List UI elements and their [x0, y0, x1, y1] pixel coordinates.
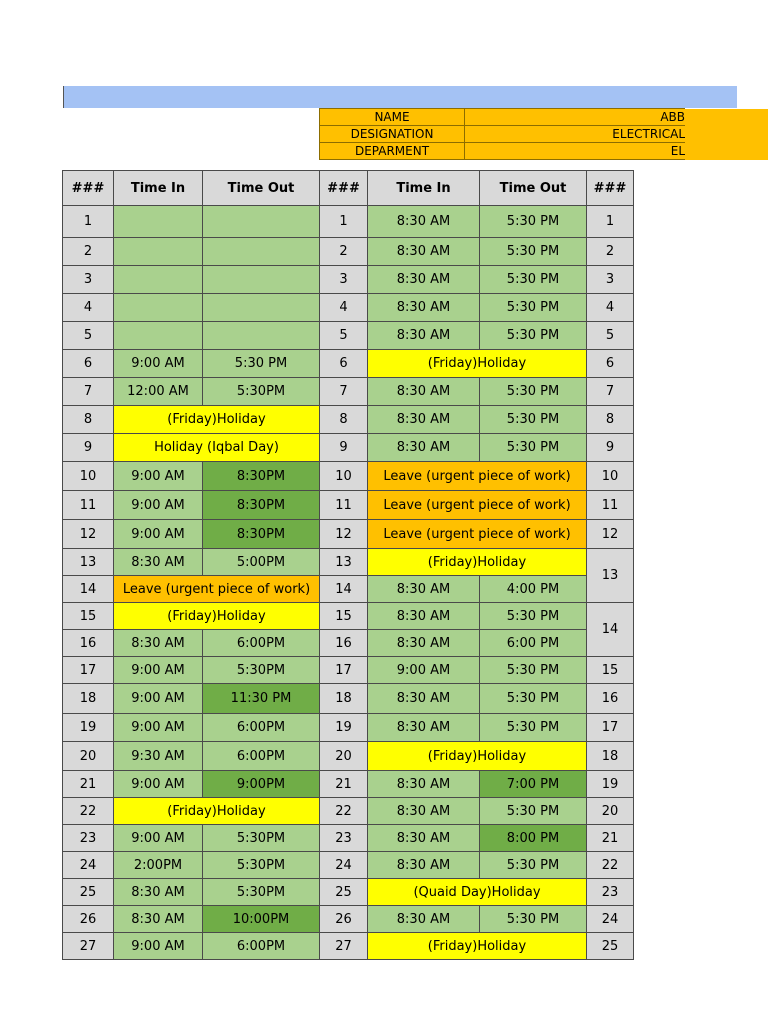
info-value[interactable]: EL — [465, 143, 685, 160]
day-number: 6 — [63, 350, 114, 378]
table-row — [63, 742, 634, 771]
time-in-cell[interactable]: 8:30 AM — [114, 549, 203, 576]
day-number: 8 — [320, 406, 368, 434]
day-number: 9 — [587, 434, 634, 462]
col-header-day: ### — [320, 171, 368, 206]
table-row — [63, 206, 634, 238]
table-row — [63, 630, 634, 657]
table-row — [63, 657, 634, 684]
time-in-cell[interactable]: 8:30 AM — [368, 322, 480, 350]
time-in-cell[interactable]: 8:30 AM — [368, 378, 480, 406]
time-in-cell[interactable] — [114, 294, 203, 322]
day-number: 6 — [320, 350, 368, 378]
time-out-cell[interactable] — [203, 294, 320, 322]
time-in-cell[interactable]: 8:30 AM — [114, 906, 203, 933]
time-in-cell[interactable]: 9:00 AM — [114, 825, 203, 852]
day-number: 6 — [587, 350, 634, 378]
table-row — [63, 491, 634, 520]
time-in-cell[interactable]: 8:30 AM — [368, 825, 480, 852]
table-row — [63, 238, 634, 266]
time-out-cell[interactable]: 5:30 PM — [480, 684, 587, 714]
time-out-cell[interactable]: 6:00PM — [203, 714, 320, 742]
time-out-cell[interactable]: 6:00PM — [203, 630, 320, 657]
time-out-cell[interactable]: 5:30 PM — [480, 852, 587, 879]
time-in-cell[interactable]: 8:30 AM — [368, 798, 480, 825]
day-number: 19 — [587, 771, 634, 798]
time-in-cell[interactable]: 8:30 AM — [368, 684, 480, 714]
time-out-cell[interactable]: 5:30 PM — [480, 322, 587, 350]
time-out-cell[interactable] — [203, 206, 320, 238]
table-row — [63, 576, 634, 603]
day-number: 15 — [320, 603, 368, 630]
time-out-cell[interactable]: 8:00 PM — [480, 825, 587, 852]
day-number: 3 — [63, 266, 114, 294]
time-out-cell[interactable]: 6:00PM — [203, 742, 320, 771]
day-number: 1 — [587, 206, 634, 238]
time-out-cell[interactable]: 10:00PM — [203, 906, 320, 933]
status-cell[interactable]: Leave (urgent piece of work) — [368, 491, 587, 520]
col-header-time-in: Time In — [114, 171, 203, 206]
col-header-day: ### — [587, 171, 634, 206]
status-cell[interactable]: Leave (urgent piece of work) — [368, 462, 587, 491]
day-number: 17 — [320, 657, 368, 684]
day-number: 14 — [320, 576, 368, 603]
info-fill — [685, 126, 767, 143]
day-number: 11 — [587, 491, 634, 520]
time-in-cell[interactable]: 9:00 AM — [114, 771, 203, 798]
day-number: 23 — [587, 879, 634, 906]
day-number: 3 — [320, 266, 368, 294]
info-key: DESIGNATION — [320, 126, 465, 143]
info-value[interactable]: ABB — [465, 109, 685, 126]
day-number: 7 — [320, 378, 368, 406]
status-cell[interactable]: (Friday)Holiday — [114, 798, 320, 825]
time-in-cell[interactable]: 8:30 AM — [368, 576, 480, 603]
day-number: 26 — [63, 906, 114, 933]
table-row — [63, 771, 634, 798]
time-out-cell[interactable]: 5:30PM — [203, 825, 320, 852]
time-in-cell[interactable]: 9:00 AM — [114, 933, 203, 960]
day-number: 20 — [587, 798, 634, 825]
day-number: 25 — [587, 933, 634, 960]
time-out-cell[interactable]: 8:30PM — [203, 520, 320, 549]
status-cell[interactable]: (Friday)Holiday — [368, 933, 587, 960]
day-number: 11 — [320, 491, 368, 520]
table-row — [63, 350, 634, 378]
day-number: 27 — [63, 933, 114, 960]
time-out-cell[interactable]: 5:30 PM — [203, 350, 320, 378]
day-number: 5 — [587, 322, 634, 350]
table-row — [63, 378, 634, 406]
day-number: 2 — [63, 238, 114, 266]
day-number: 15 — [63, 603, 114, 630]
header-row — [63, 171, 634, 206]
status-cell[interactable]: (Friday)Holiday — [114, 406, 320, 434]
table-row — [63, 603, 634, 630]
time-out-cell[interactable]: 9:00PM — [203, 771, 320, 798]
day-number: 24 — [587, 906, 634, 933]
day-number: 26 — [320, 906, 368, 933]
day-number: 9 — [63, 434, 114, 462]
status-cell[interactable]: (Friday)Holiday — [114, 603, 320, 630]
day-number: 22 — [63, 798, 114, 825]
time-out-cell[interactable]: 5:30PM — [203, 852, 320, 879]
time-out-cell[interactable] — [203, 266, 320, 294]
status-cell[interactable]: (Friday)Holiday — [368, 350, 587, 378]
table-row — [63, 852, 634, 879]
day-number: 3 — [587, 266, 634, 294]
info-row-designation — [320, 126, 768, 143]
time-in-cell[interactable]: 9:00 AM — [114, 657, 203, 684]
time-in-cell[interactable]: 8:30 AM — [368, 852, 480, 879]
time-in-cell[interactable]: 9:00 AM — [114, 714, 203, 742]
table-row — [63, 684, 634, 714]
table-row — [63, 266, 634, 294]
time-in-cell[interactable]: 2:00PM — [114, 852, 203, 879]
day-number: 24 — [63, 852, 114, 879]
day-number: 12 — [320, 520, 368, 549]
status-cell[interactable]: Holiday (Iqbal Day) — [114, 434, 320, 462]
day-number: 13 — [320, 549, 368, 576]
table-row — [63, 294, 634, 322]
time-in-cell[interactable]: 8:30 AM — [368, 906, 480, 933]
time-out-cell[interactable]: 5:30 PM — [480, 266, 587, 294]
time-in-cell[interactable]: 9:00 AM — [114, 520, 203, 549]
time-out-cell[interactable] — [203, 322, 320, 350]
day-number: 10 — [320, 462, 368, 491]
day-number: 16 — [63, 630, 114, 657]
day-number: 21 — [320, 771, 368, 798]
time-in-cell[interactable]: 8:30 AM — [368, 238, 480, 266]
status-cell[interactable]: (Friday)Holiday — [368, 549, 587, 576]
time-in-cell[interactable]: 8:30 AM — [368, 434, 480, 462]
table-row — [63, 933, 634, 960]
table-row — [63, 434, 634, 462]
time-in-cell[interactable]: 8:30 AM — [368, 603, 480, 630]
time-in-cell[interactable]: 8:30 AM — [114, 630, 203, 657]
time-in-cell[interactable]: 8:30 AM — [368, 406, 480, 434]
employee-info-table — [319, 108, 768, 160]
day-number: 16 — [587, 684, 634, 714]
day-number: 18 — [63, 684, 114, 714]
table-row — [63, 549, 634, 576]
day-number: 5 — [63, 322, 114, 350]
table-row — [63, 520, 634, 549]
time-in-cell[interactable]: 8:30 AM — [114, 879, 203, 906]
time-out-cell[interactable]: 5:30 PM — [480, 206, 587, 238]
day-number: 5 — [320, 322, 368, 350]
time-out-cell[interactable]: 5:30 PM — [480, 657, 587, 684]
day-number: 8 — [587, 406, 634, 434]
time-in-cell[interactable] — [114, 206, 203, 238]
day-number: 20 — [320, 742, 368, 771]
time-in-cell[interactable]: 8:30 AM — [368, 266, 480, 294]
day-number: 1 — [320, 206, 368, 238]
time-out-cell[interactable]: 5:30 PM — [480, 294, 587, 322]
info-key: DEPARMENT — [320, 143, 465, 160]
day-number: 10 — [587, 462, 634, 491]
day-number: 18 — [320, 684, 368, 714]
col-header-day: ### — [63, 171, 114, 206]
time-in-cell[interactable]: 8:30 AM — [368, 714, 480, 742]
time-out-cell[interactable]: 5:30PM — [203, 879, 320, 906]
day-number: 21 — [63, 771, 114, 798]
day-number: 12 — [63, 520, 114, 549]
time-out-cell[interactable]: 7:00 PM — [480, 771, 587, 798]
col-header-time-out: Time Out — [203, 171, 320, 206]
day-number: 21 — [587, 825, 634, 852]
time-out-cell[interactable]: 11:30 PM — [203, 684, 320, 714]
status-cell[interactable]: (Friday)Holiday — [368, 742, 587, 771]
day-number: 4 — [587, 294, 634, 322]
time-in-cell[interactable]: 8:30 AM — [368, 206, 480, 238]
day-number: 4 — [63, 294, 114, 322]
info-fill — [685, 143, 767, 160]
day-number: 13 — [63, 549, 114, 576]
time-in-cell[interactable]: 9:00 AM — [114, 491, 203, 520]
time-out-cell[interactable]: 5:00PM — [203, 549, 320, 576]
info-value[interactable]: ELECTRICAL — [465, 126, 685, 143]
day-number: 17 — [63, 657, 114, 684]
day-number: 23 — [320, 825, 368, 852]
time-in-cell[interactable]: 9:30 AM — [114, 742, 203, 771]
day-number: 18 — [587, 742, 634, 771]
time-out-cell[interactable]: 8:30PM — [203, 491, 320, 520]
table-row — [63, 406, 634, 434]
time-out-cell[interactable]: 6:00 PM — [480, 630, 587, 657]
day-number: 14 — [63, 576, 114, 603]
time-out-cell[interactable]: 5:30 PM — [480, 906, 587, 933]
time-in-cell[interactable]: 9:00 AM — [114, 350, 203, 378]
day-number: 2 — [320, 238, 368, 266]
table-row — [63, 825, 634, 852]
time-in-cell[interactable] — [114, 266, 203, 294]
day-number: 27 — [320, 933, 368, 960]
time-out-cell[interactable]: 5:30 PM — [480, 378, 587, 406]
day-number: 16 — [320, 630, 368, 657]
info-key: NAME — [320, 109, 465, 126]
time-out-cell[interactable]: 8:30PM — [203, 462, 320, 491]
day-number: 22 — [320, 798, 368, 825]
day-number: 7 — [587, 378, 634, 406]
time-in-cell[interactable] — [114, 238, 203, 266]
day-number: 8 — [63, 406, 114, 434]
day-number: 17 — [587, 714, 634, 742]
day-number: 25 — [320, 879, 368, 906]
day-number: 22 — [587, 852, 634, 879]
day-number: 10 — [63, 462, 114, 491]
day-number: 25 — [63, 879, 114, 906]
day-number: 4 — [320, 294, 368, 322]
time-in-cell[interactable]: 8:30 AM — [368, 630, 480, 657]
time-out-cell[interactable]: 5:30PM — [203, 378, 320, 406]
table-row — [63, 879, 634, 906]
time-in-cell[interactable]: 9:00 AM — [114, 462, 203, 491]
time-in-cell[interactable] — [114, 322, 203, 350]
day-number: 1 — [63, 206, 114, 238]
time-in-cell[interactable]: 9:00 AM — [114, 684, 203, 714]
day-number: 19 — [320, 714, 368, 742]
time-out-cell[interactable]: 4:00 PM — [480, 576, 587, 603]
time-out-cell[interactable]: 5:30PM — [203, 657, 320, 684]
time-out-cell[interactable]: 5:30 PM — [480, 714, 587, 742]
info-row-name — [320, 109, 768, 126]
day-number: 15 — [587, 657, 634, 684]
time-out-cell[interactable]: 5:30 PM — [480, 238, 587, 266]
day-number: 13 — [587, 549, 634, 603]
day-number: 14 — [587, 603, 634, 657]
col-header-time-in: Time In — [368, 171, 480, 206]
time-in-cell[interactable]: 8:30 AM — [368, 771, 480, 798]
table-row — [63, 714, 634, 742]
col-header-time-out: Time Out — [480, 171, 587, 206]
time-out-cell[interactable] — [203, 238, 320, 266]
day-number: 11 — [63, 491, 114, 520]
day-number: 7 — [63, 378, 114, 406]
table-row — [63, 798, 634, 825]
status-cell[interactable]: (Quaid Day)Holiday — [368, 879, 587, 906]
status-cell[interactable]: Leave (urgent piece of work) — [368, 520, 587, 549]
status-cell[interactable]: Leave (urgent piece of work) — [114, 576, 320, 603]
header-bar-edge — [63, 86, 64, 108]
time-in-cell[interactable]: 12:00 AM — [114, 378, 203, 406]
day-number: 23 — [63, 825, 114, 852]
info-row-department — [320, 143, 768, 160]
time-in-cell[interactable]: 8:30 AM — [368, 294, 480, 322]
day-number: 19 — [63, 714, 114, 742]
table-row — [63, 322, 634, 350]
day-number: 24 — [320, 852, 368, 879]
time-out-cell[interactable]: 5:30 PM — [480, 603, 587, 630]
time-out-cell[interactable]: 5:30 PM — [480, 434, 587, 462]
time-out-cell[interactable]: 6:00PM — [203, 933, 320, 960]
time-in-cell[interactable]: 9:00 AM — [368, 657, 480, 684]
day-number: 20 — [63, 742, 114, 771]
header-bar — [63, 86, 737, 108]
day-number: 2 — [587, 238, 634, 266]
time-out-cell[interactable]: 5:30 PM — [480, 798, 587, 825]
time-out-cell[interactable]: 5:30 PM — [480, 406, 587, 434]
attendance-table — [62, 170, 634, 960]
day-number: 9 — [320, 434, 368, 462]
table-row — [63, 462, 634, 491]
table-row — [63, 906, 634, 933]
info-fill — [685, 109, 767, 126]
day-number: 12 — [587, 520, 634, 549]
